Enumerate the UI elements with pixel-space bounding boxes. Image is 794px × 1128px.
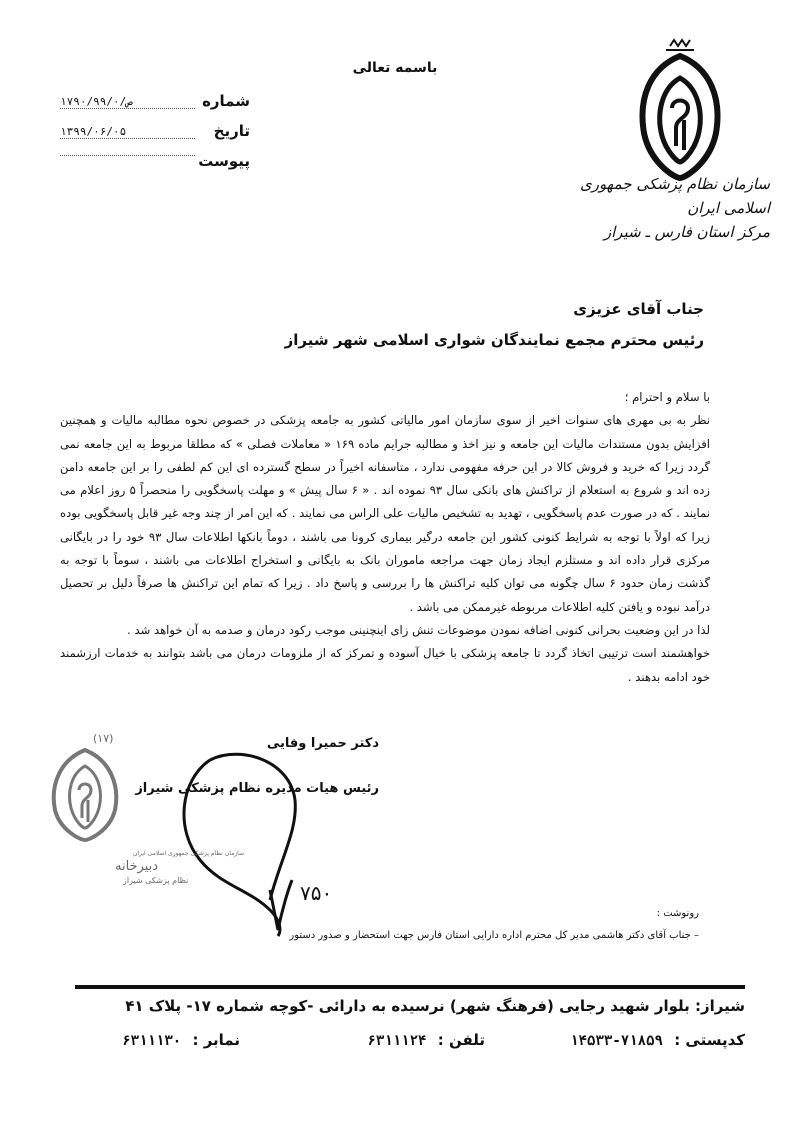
phone-value: ۶۳۱۱۱۲۴: [367, 1033, 427, 1049]
body-paragraph-2: لذا در این وضعیت بحرانی کنونی اضافه نمودن موضوعات تنش زای اینچنینی موجب رکود درمان و صدمه به آن خواهد شد .: [127, 622, 710, 637]
basmala-heading: باسمه تعالی: [352, 60, 438, 76]
attachment-value: [60, 155, 195, 156]
letter-number-row: [60, 92, 250, 114]
stamp-line3: نظام پزشکی شیراز: [123, 876, 189, 885]
signatory-title: رئیس هیات مدیره نظام پزشکی شیراز: [135, 781, 379, 796]
recipient-title: رئیس محترم مجمع نمایندگان شوارى اسلامى شهر شيراز: [284, 331, 704, 349]
letter-date-value: ۱۳۹۹/۰۶/۰۵: [60, 125, 195, 139]
fax: [122, 1031, 240, 1049]
postal-code-label: کدپستی :: [674, 1031, 745, 1049]
footer-contacts: [75, 1031, 745, 1055]
organization-name-line2: مرکز استان فارس ـ شیراز: [603, 223, 770, 241]
postal-code-value: ۷۱۸۵۹-۱۴۵۳۳: [570, 1033, 663, 1049]
greeting: با سلام و احترام ؛: [624, 390, 710, 404]
stamp-top-mark: (۱۷): [93, 732, 114, 745]
attachment-label: پیوست: [198, 152, 250, 170]
letter-date-label: تاریخ: [213, 122, 250, 140]
cc-label: رونوشت :: [656, 908, 699, 919]
signatory-name: دکتر حمیرا وفایی: [266, 736, 379, 751]
secretariat-stamp: [35, 730, 245, 885]
stamp-logo-icon: [35, 730, 245, 885]
phone-label: تلفن :: [437, 1031, 485, 1049]
letter-number-value: ص/۱۷۹۰/۹۹/۰: [60, 95, 195, 109]
footer-address: شیراز: بلوار شهید رجایی (فرهنگ شهر) نرسیده به دارائی -کوچه شماره ۱۷- پلاک ۴۱: [125, 997, 745, 1015]
medical-council-logo-icon: [620, 38, 740, 188]
handwritten-signature-icon: [170, 740, 350, 940]
attachment-row: [60, 152, 250, 174]
phone: [367, 1031, 485, 1049]
letter-number-label: شماره: [202, 92, 250, 110]
stamp-line1: سازمان نظام پزشکی جمهوری اسلامی ایران: [133, 850, 245, 857]
letterhead-footer: [75, 975, 745, 1075]
recipient-name: جناب آقای عزیزی: [573, 300, 704, 318]
letter-date-row: [60, 122, 250, 144]
body-paragraph-3: خواهشمند است ترتیبی اتخاذ گردد تا جامعه پزشکی با خیال آسوده و تمرکز که از ملزومات درمان می باشد بتوانند به خدمات ارزشمند خود ادامه بدهند .: [60, 646, 710, 684]
letter-body: [60, 386, 710, 689]
organization-name-line1: سازمان نظام پزشکی جمهوری اسلامی ایران: [579, 175, 770, 217]
cc-recipient: – جناب آقای دکتر هاشمی مدیر کل محترم اداره دارایی استان فارس جهت استحضار و صدور دستور: [289, 930, 699, 941]
postal-code: [570, 1031, 745, 1049]
stamp-line2: دبیرخانه: [115, 859, 159, 874]
fax-label: نمابر :: [192, 1031, 240, 1049]
footer-divider: [75, 985, 745, 989]
organization-name: [560, 172, 770, 244]
handwritten-mark: ۷۵۰: [300, 881, 333, 905]
body-paragraph-1: نظر به بی مهری های سنوات اخیر از سوی سازمان امور مالیاتی کشور به جامعه پزشکی در خصوص نحوه مطالبه مالیات و همچنین افزایش بدون مستندات مالیات این جامعه و نیز اخذ و مطالبه جرایم ماده ۱۶۹ « معاملات فصلی » که مطلقا مربوط به این جامعه نمی گردد زیرا که خرید و فروش کالا در این حرفه مفهومی ندارد ، متاسفانه اخیراً در سطح گسترده ای این کم لطفی را بر این جامعه دامن زده اند و شروع به استعلام از تراکنش های بانکی سال ۹۳ نموده اند . « ۶ سال پیش » و مهلت پاسخگویی را منحصراً ۵ روز اعلام می نمایند . که در صورت عدم پاسخگویی ، تهدید به تشخیص مالیات علی الراس می نمایند . که این امر از چند وجه غیر قابل پاسخگویی بوده زیرا که اولاً با توجه به شرایط کنونی کشور این جامعه درگیر بیماری کرونا می باشند ، دوماً بانکها اطلاعات سال ۹۳ خود را در بایگانی مرکزی قرار داده اند و مستلزم ایجاد زمان جهت مراجعه ماموران بانک به بایگانی و استخراج اطلاعات می باشند ، سوماً با توجه به گذشت زمان حدود ۶ سال چگونه می توان کلیه تراکنش ها را بررسی و پاسخ داد . زیرا که تمام این تراکنش ها صرفاً دلیل بر تحصیل درآمد نبوده و یافتن کلیه اطلاعات مربوطه غیرممکن می باشد .: [60, 413, 711, 614]
fax-value: ۶۳۱۱۱۳۰: [122, 1033, 182, 1049]
